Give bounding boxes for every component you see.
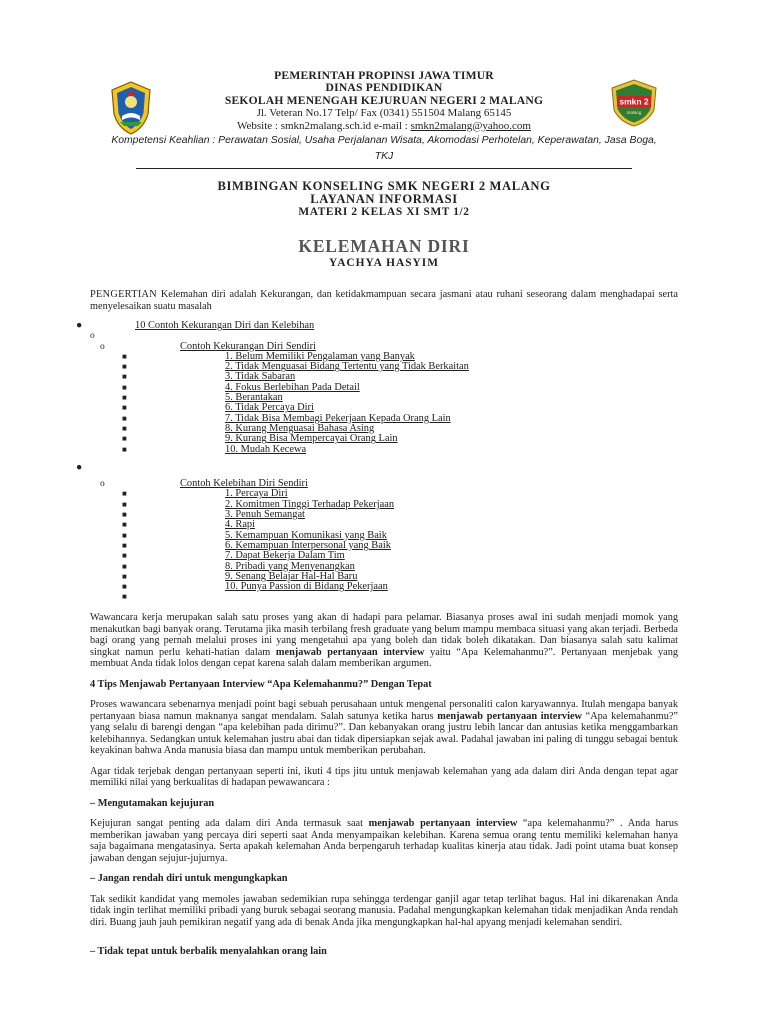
list-item	[70, 393, 670, 403]
bullet-icon: ●	[76, 320, 83, 331]
square-bullet-icon: ■	[122, 444, 127, 454]
keyword-bold: menjawab pertanyaan interview	[275, 646, 425, 658]
square-bullet-icon: ■	[122, 489, 127, 499]
kelebihan-link[interactable]: 10. Punya Passion di Bidang Pekerjaan	[225, 581, 388, 593]
kekurangan-link[interactable]: 2. Tidak Menguasai Bidang Tertentu yang Tidak Berkaitan	[225, 361, 469, 373]
kelebihan-link[interactable]: 2. Komitmen Tinggi Terhadap Pekerjaan	[225, 498, 395, 510]
kekurangan-link[interactable]: 6. Tidak Percaya Diri	[225, 402, 314, 414]
letterhead-department: DINAS PENDIDIKAN	[325, 81, 443, 95]
kelebihan-link[interactable]: 4. Rapi	[225, 519, 256, 531]
tip-heading-2: – Jangan rendah diri untuk mengungkapkan	[90, 873, 288, 884]
article-paragraph-1	[90, 612, 678, 670]
kelebihan-link[interactable]: 9. Senang Belajar Hal-Hal Baru	[225, 570, 358, 582]
heading-materi: MATERI 2 KELAS XI SMT 1/2	[298, 206, 470, 219]
square-bullet-icon: ■	[122, 351, 127, 361]
list-item	[70, 500, 670, 510]
square-bullet-icon: ■	[122, 382, 127, 392]
letterhead-kompetensi: Kompetensi Keahlian : Perawatan Sosial, Usaha Perjalanan Wisata, Akomodasi Perhotelan, Keperawatan, Jasa Boga, TKJ	[111, 135, 657, 163]
document-heading	[0, 180, 768, 220]
square-bullet-icon: ■	[122, 393, 127, 403]
circle-bullet-icon: o	[100, 479, 105, 490]
list-item	[70, 541, 670, 551]
square-bullet-icon: ■	[122, 362, 127, 372]
letterhead-address: Jl. Veteran No.17 Telp/ Fax (0341) 551504 Malang 65145	[256, 107, 512, 120]
square-bullet-icon: ■	[122, 530, 127, 540]
square-bullet-icon: ■	[122, 423, 127, 433]
square-bullet-icon: ■	[122, 434, 127, 444]
tip-heading-3: – Tidak tepat untuk berbalik menyalahkan orang lain	[90, 946, 327, 957]
square-bullet-icon: ■	[122, 403, 127, 413]
pengertian-text: Kelemahan diri adalah Kekurangan, dan ketidakmampuan secara jasmani atau ruhani seseorang dalam menghadapai serta menyelesaikan suatu masalah	[90, 289, 678, 312]
list-item	[70, 479, 670, 489]
list-item	[70, 463, 670, 473]
heading-layanan: LAYANAN INFORMASI	[310, 192, 458, 207]
square-bullet-icon: ■	[122, 372, 127, 382]
list-item	[70, 383, 670, 393]
list-item	[70, 331, 670, 341]
square-bullet-icon: ■	[122, 499, 127, 509]
list-item	[70, 592, 670, 602]
list-item	[70, 551, 670, 561]
tip-heading-1: – Mengutamakan kejujuran	[90, 797, 215, 809]
square-bullet-icon: ■	[122, 551, 127, 561]
smkn2-logo-icon	[608, 78, 660, 128]
article-paragraph-5: Tak sedikit kandidat yang memoles jawaban sedemikian rupa sehingga terdengar ganjil agar tetap terlihat bagus. Hal ini dikarenakan Anda tidak ingin terlihat memiliki pribadi yang buruk sebagai seorang manusia. Padahal mengungkapkan kelemahan tidak menjadikan Anda rendah diri. Buang jauh jauh pemikiran negatif yang ada di benak Anda jika mengungkapkan hal-hal apyang menjadi kelemahan sendiri.	[90, 893, 678, 928]
smkn2-logo-subtext: malang	[626, 110, 642, 115]
square-bullet-icon: ■	[122, 510, 127, 520]
kelebihan-link[interactable]: 8. Pribadi yang Menyenangkan	[225, 560, 355, 572]
page-title: KELEMAHAN DIRI	[298, 236, 470, 256]
kekurangan-link[interactable]: 8. Kurang Menguasai Bahasa Asing	[225, 422, 375, 434]
kekurangan-link[interactable]: 1. Belum Memiliki Pengalaman yang Banyak	[225, 350, 415, 362]
list-item	[70, 445, 670, 455]
email-link[interactable]: smkn2malang@yahoo.com	[410, 119, 531, 132]
kelebihan-link[interactable]: 1. Percaya Diri	[225, 488, 288, 500]
author-name: YACHYA HASYIM	[329, 257, 439, 269]
square-bullet-icon: ■	[122, 582, 127, 592]
kelebihan-link[interactable]: 3. Penuh Semangat	[225, 509, 305, 521]
kekurangan-link[interactable]: 10. Mudah Kecewa	[225, 443, 307, 455]
pengertian-paragraph	[90, 289, 678, 313]
kelebihan-heading-link[interactable]: Contoh Kelebihan Diri Sendiri	[180, 478, 308, 490]
pengertian-section	[90, 289, 678, 322]
square-bullet-icon: ■	[122, 592, 127, 602]
letterhead-contact	[100, 120, 668, 132]
list-item	[70, 434, 670, 444]
kekurangan-list	[70, 352, 670, 455]
list-item	[70, 510, 670, 520]
tips-heading: 4 Tips Menjawab Pertanyaan Interview “Apa Kelemahanmu?” Dengan Tepat	[90, 678, 432, 690]
heading-bimbingan: BIMBINGAN KONSELING SMK NEGERI 2 MALANG	[217, 179, 551, 193]
article	[90, 612, 678, 967]
article-paragraph-4	[90, 818, 678, 864]
list-item	[70, 372, 670, 382]
keyword-bold: menjawab pertanyaan interview	[368, 818, 518, 829]
website-prefix: Website :	[237, 119, 281, 132]
square-bullet-icon: ■	[122, 561, 127, 571]
kekurangan-heading-link[interactable]: Contoh Kekurangan Diri Sendiri	[180, 340, 316, 352]
kekurangan-link[interactable]: 5. Berantakan	[225, 392, 283, 404]
circle-bullet-icon: o	[90, 331, 95, 342]
text-span: Kejujuran sangat penting ada dalam diri Anda termasuk saat	[90, 818, 369, 829]
list-item	[70, 362, 670, 372]
letterhead	[0, 62, 768, 172]
list-item	[70, 582, 670, 592]
kelebihan-link[interactable]: 5. Kemampuan Komunikasi yang Baik	[225, 529, 387, 541]
kekurangan-link[interactable]: 7. Tidak Bisa Membagi Pekerjaan Kepada Orang Lain	[225, 412, 451, 424]
square-bullet-icon: ■	[122, 413, 127, 423]
text-span: “apa kelemahanmu?” . Anda harus memberikan jawaban yang percaya diri seperti saat Anda menyampaikan kelebihan. Karena semua orang tentu memiliki kelemahan hanya saja bagaimana mengatasinya. Serta apakah kelemahan Anda berpengaruh terhadap kualitas kinerja atau tidak. Jadi point utama buat konsep jawaban dengan sejujur-jujurnya.	[90, 818, 678, 864]
letterhead-government: PEMERINTAH PROPINSI JAWA TIMUR	[274, 69, 494, 82]
list-item	[70, 321, 670, 331]
text-span: yaitu “Apa Kelemahanmu?”. Pertanyaan menjebak yang membuat Anda tidak lolos dengan cepat karena salah dalam memberikan argumen.	[90, 646, 678, 669]
pengertian-label: PENGERTIAN	[90, 289, 158, 300]
square-bullet-icon: ■	[122, 571, 127, 581]
kekurangan-link[interactable]: 4. Fokus Berlebihan Pada Detail	[225, 381, 360, 393]
text-span: “Apa kelemahanmu?” yang selalu di barengi dengan “apa kelebihan pada dirimu?”. Dan kebanyakan orang justru lebih lancar dan antusias ketika menggambarkan kelebihannya. Sedangkan untuk kelemahan justru abai dan tidak dipersiapkan sejak awal. Padahal jawaban ini paling di tunggu sebagai bentuk keyakinan bahwa Anda manusia biasa dan mampu untuk memberikan perubahan.	[90, 710, 678, 756]
article-paragraph-3: Agar tidak terjebak dengan pertanyaan seperti ini, ikuti 4 tips jitu untuk menjawab kelemahan yang ada dalam diri Anda dengan tepat agar memiliki nilai yang berkualitas di hadapan pewawancara :	[90, 765, 678, 788]
website-link[interactable]: smkn2malang.sch.id	[280, 119, 372, 132]
square-bullet-icon: ■	[122, 540, 127, 550]
letterhead-school: SEKOLAH MENENGAH KEJURUAN NEGERI 2 MALANG	[224, 93, 544, 107]
text-span: Wawancara kerja merupakan salah satu proses yang akan di hadapi para pelamar. Biasanya proses awal ini sudah menjadi momok yang menakutkan bagi banyak orang. Terutama jika masih terbilang fresh graduate yang belum mampu membaca situasi yang akan terjadi. Berbeda bagi orang yang pernah melalui proses ini yang mengetahui apa yang boleh dan tidak boleh dikatakan. Dan biasanya salah satu kalimat singkat namun perlu kehati-hatian dalam	[90, 612, 678, 658]
kelebihan-link[interactable]: 7. Dapat Bekerja Dalam Tim	[225, 550, 345, 562]
list-item	[70, 562, 670, 572]
kekurangan-link[interactable]: 3. Tidak Sabaran	[225, 371, 296, 383]
article-paragraph-2	[90, 699, 678, 757]
kekurangan-link[interactable]: 9. Kurang Bisa Mempercayai Orang Lain	[225, 433, 398, 445]
letterhead-text	[100, 70, 668, 165]
text-span: Proses wawancara sebenarnya menjadi point bagi sebuah perusahaan untuk mengenal personaliti calon karyawannya. Itulah mengapa banyak pertanyaan biasa namun maknanya sangat mendalam. Salah satunya ketika harus	[90, 699, 678, 722]
kelebihan-link[interactable]: 6. Kemampuan Interpersonal yang Baik	[225, 539, 391, 551]
top-link[interactable]: 10 Contoh Kekurangan Diri dan Kelebihan	[135, 320, 315, 331]
letterhead-divider	[136, 168, 632, 169]
contoh-list	[70, 321, 670, 603]
square-bullet-icon: ■	[122, 520, 127, 530]
email-prefix: e-mail :	[371, 119, 411, 132]
kelebihan-list	[70, 489, 670, 592]
smkn2-logo-text: smkn 2	[619, 96, 649, 107]
bullet-icon: ●	[76, 461, 83, 473]
circle-bullet-icon: o	[100, 341, 105, 352]
keyword-bold: menjawab pertanyaan interview	[437, 710, 582, 722]
